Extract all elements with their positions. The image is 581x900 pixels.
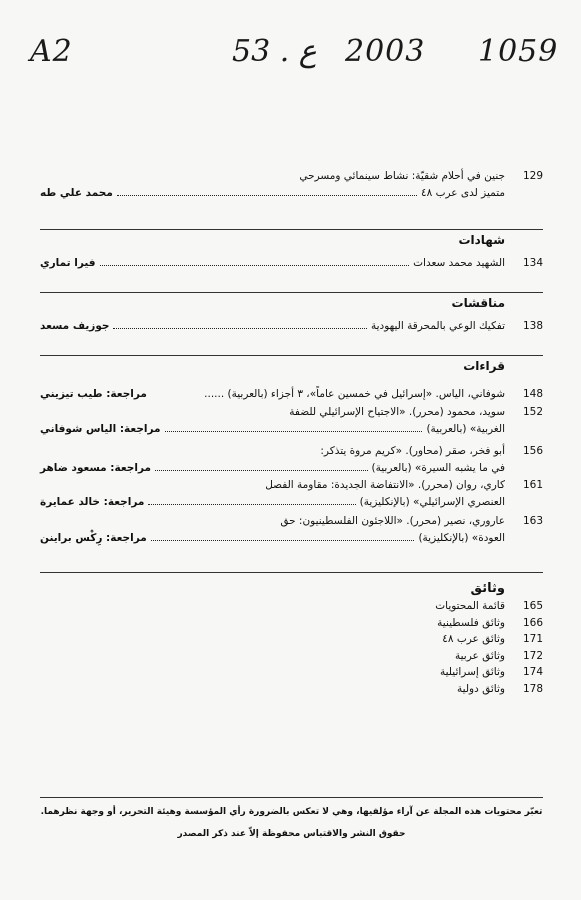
entry-author: مراجعة: طيب تيزيني (40, 388, 147, 400)
toc-entry-129 (40, 168, 543, 202)
toc-entry-163 (40, 513, 543, 547)
list-item (293, 631, 543, 648)
entry-author: محمد علي طه (40, 187, 113, 199)
page-number: 134 (522, 257, 543, 269)
page-number: 161 (522, 479, 543, 491)
list-item-label: وثائق إسرائيلية (440, 666, 505, 678)
page-number: 166 (522, 616, 543, 629)
entry-title-line: متميز لدى عرب ٤٨ (421, 187, 505, 199)
documents-list (293, 598, 543, 697)
section-title: شهادات (458, 233, 505, 247)
section-qiraat (40, 355, 543, 376)
entry-title-line: الغربية» (بالعربية) (426, 423, 505, 435)
entry-author: مراجعة: مسعود ضاهر (40, 462, 151, 474)
dot-leader (165, 423, 423, 432)
page-number: 152 (522, 406, 543, 418)
page-number: 171 (522, 633, 543, 645)
entry-author: فيرا تماري (40, 257, 96, 269)
handwritten-annotation-year: 2003 (345, 34, 426, 69)
entry-author: مراجعة: رِكْس براينن (40, 532, 147, 544)
toc-entry-138 (40, 318, 543, 335)
dot-leader (155, 462, 368, 471)
section-shahadat (40, 229, 543, 250)
entry-title-line: سويد، محمود (محرر). «الاجتياح الإسرائيلي للضفة (289, 406, 505, 418)
section-title: قراءات (463, 359, 505, 373)
entry-title-line: كاري، روان (محرر). «الانتفاضة الجديدة: مقاومة الفصل (265, 479, 505, 491)
handwritten-annotation-a2: A2 (30, 34, 73, 69)
handwritten-annotation-number: 1059 (478, 34, 559, 69)
entry-title-line: تفكيك الوعي بالمحرقة اليهودية (370, 320, 505, 332)
dot-leader (100, 257, 410, 266)
dot-leader (148, 496, 355, 505)
page-number: 148 (522, 388, 543, 400)
toc-entry-152 (40, 404, 543, 438)
entry-author: جوزيف مسعد (40, 320, 110, 332)
section-title: مناقشات (451, 296, 505, 310)
page-number: 163 (522, 515, 543, 527)
footer-line: تعبّر محتويات هذه المجلة عن آراء مؤلفيها، وهي لا تعكس بالضرورة رأي المؤسسة وهيئة التحرير، أو وجهة نظرهما. (40, 807, 543, 817)
dot-leader (151, 532, 415, 541)
list-item (293, 681, 543, 698)
footer-disclaimer (40, 804, 543, 842)
dot-leader (113, 320, 367, 329)
list-item (293, 648, 543, 665)
list-item-label: وثائق عرب ٤٨ (442, 633, 505, 645)
toc-entry-161 (40, 477, 543, 511)
toc-entry-156 (40, 443, 543, 477)
toc-entry-148 (40, 386, 543, 403)
dot-leader (117, 187, 417, 196)
list-item (293, 598, 543, 615)
entry-title-line: في ما يشبه السيرة» (بالعربية) (371, 462, 505, 474)
entry-author: مراجعة: الياس شوفاني (40, 423, 161, 435)
list-item-label: وثائق فلسطينية (437, 616, 505, 629)
page-number: 156 (522, 445, 543, 457)
entry-author: مراجعة: خالد عمايرة (40, 496, 145, 508)
list-item (293, 664, 543, 681)
page-number: 174 (522, 666, 543, 678)
entry-title-line: العودة» (بالإنكليزية) (418, 532, 505, 544)
entry-title-line: أبو فخر، صقر (محاور). «كريم مروة يتذكر: (320, 445, 505, 457)
handwritten-annotation-issue: 53 . ع (232, 34, 317, 69)
page-number: 178 (522, 682, 543, 695)
footer-rule (40, 797, 543, 798)
page-number: 129 (522, 170, 543, 182)
list-item-label: وثائق دولية (457, 682, 505, 695)
list-item-label: وثائق عربية (455, 649, 505, 662)
toc-entry-134 (40, 255, 543, 272)
list-item-label: قائمة المحتويات (435, 600, 505, 612)
entry-title-line: جنين في أحلام شقيّة: نشاط سينمائي ومسرحي (299, 170, 505, 182)
section-munaqashat (40, 292, 543, 313)
footer-line: حقوق النشر والاقتباس محفوظة إلاّ عند ذكر المصدر (177, 829, 406, 839)
section-title: وثائق (470, 580, 505, 596)
list-item (293, 615, 543, 632)
entry-title-line: عاروري، نصير (محرر). «اللاجئون الفلسطينيون: حق (280, 515, 505, 527)
entry-title-line: شوفاني، الياس. «إسرائيل في خمسين عاماً»، ٣ أجزاء (بالعربية) ...... (204, 388, 505, 400)
entry-title-line: العنصري الإسرائيلي» (بالإنكليزية) (359, 496, 505, 508)
page-number: 172 (522, 649, 543, 662)
entry-title-line: الشهيد محمد سعدات (413, 257, 505, 269)
page-number: 165 (522, 600, 543, 612)
page-number: 138 (522, 320, 543, 332)
